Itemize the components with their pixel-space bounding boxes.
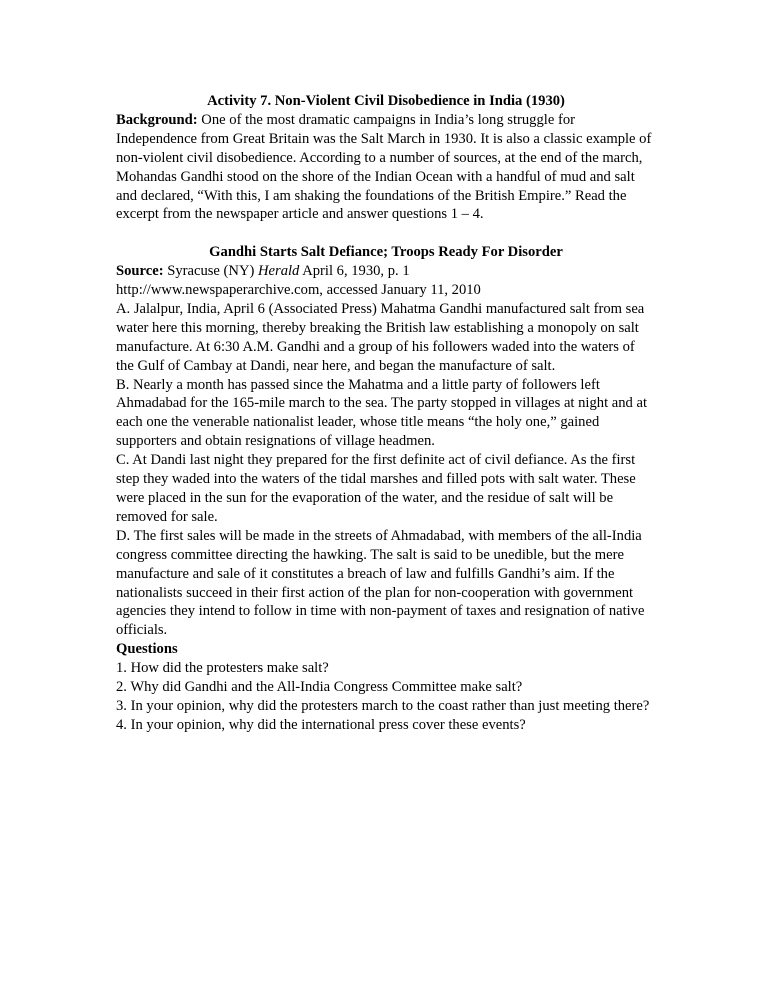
source-publication-pre: Syracuse (NY) (163, 263, 258, 280)
spacer (116, 224, 656, 243)
source-newspaper-name: Herald (258, 263, 300, 280)
question-item: 2. Why did Gandhi and the All-India Congress Committee make salt? (116, 679, 523, 696)
document-page (116, 92, 656, 735)
questions-heading: Questions (116, 641, 178, 658)
question-item: 4. In your opinion, why did the international press cover these events? (116, 716, 526, 733)
background-label: Background: (116, 111, 198, 128)
article-headline: Gandhi Starts Salt Defiance; Troops Ready For Disorder (209, 244, 563, 261)
article-source (116, 262, 656, 281)
question-item: 3. In your opinion, why did the protesters march to the coast rather than just meeting there? (116, 697, 650, 714)
background-text: One of the most dramatic campaigns in India’s long struggle for Independence from Great Britain was the Salt March in 1930. It is also a classic example of non-violent civil disobedience. According to a number of sources, at the end of the march, Mohandas Gandhi stood on the shore of the Indian Ocean with a handful of mud and salt and declared, “With this, I am shaking the foundations of the British Empire.” Read the excerpt from the newspaper article and answer questions 1 – 4. (116, 111, 652, 223)
article-paragraph-c: C. At Dandi last night they prepared for the first definite act of civil defiance. As the first step they waded into the waters of the tidal marshes and filled pots with salt water. These were placed in the sun for the evaporation of the water, and the residue of salt will be removed for sale. (116, 452, 636, 525)
background-paragraph (116, 111, 656, 224)
article-paragraph-b: B. Nearly a month has passed since the Mahatma and a little party of followers left Ahmadabad for the 165-mile march to the sea. The party stopped in villages at night and at each one the venerable nationalist leader, whose title means “the holy one,” gained supporters and obtain resignations of village headmen. (116, 376, 648, 450)
source-label: Source: (116, 263, 164, 280)
source-publication-post: April 6, 1930, p. 1 (299, 263, 410, 280)
question-item: 1. How did the protesters make salt? (116, 660, 329, 677)
source-url-line: http://www.newspaperarchive.com, accessed January 11, 2010 (116, 282, 481, 299)
article-paragraph-a: A. Jalalpur, India, April 6 (Associated Press) Mahatma Gandhi manufactured salt from sea water here this morning, thereby breaking the British law establishing a monopoly on salt manufacture. At 6:30 A.M. Gandhi and a group of his followers waded into the waters of the Gulf of Cambay at Dandi, near here, and began the manufacture of salt. (116, 300, 645, 374)
activity-title: Activity 7. Non-Violent Civil Disobedience in India (1930) (207, 93, 565, 109)
article-paragraph-d: D. The first sales will be made in the streets of Ahmadabad, with members of the all-India congress committee directing the hawking. The salt is said to be unedible, but the mere manufacture and sale of it constitutes a breach of law and fulfills Gandhi’s aim. If the nationalists succeed in their first action of the plan for non-cooperation with government agencies they intend to follow in time with non-payment of taxes and resignation of native officials. (116, 527, 645, 639)
